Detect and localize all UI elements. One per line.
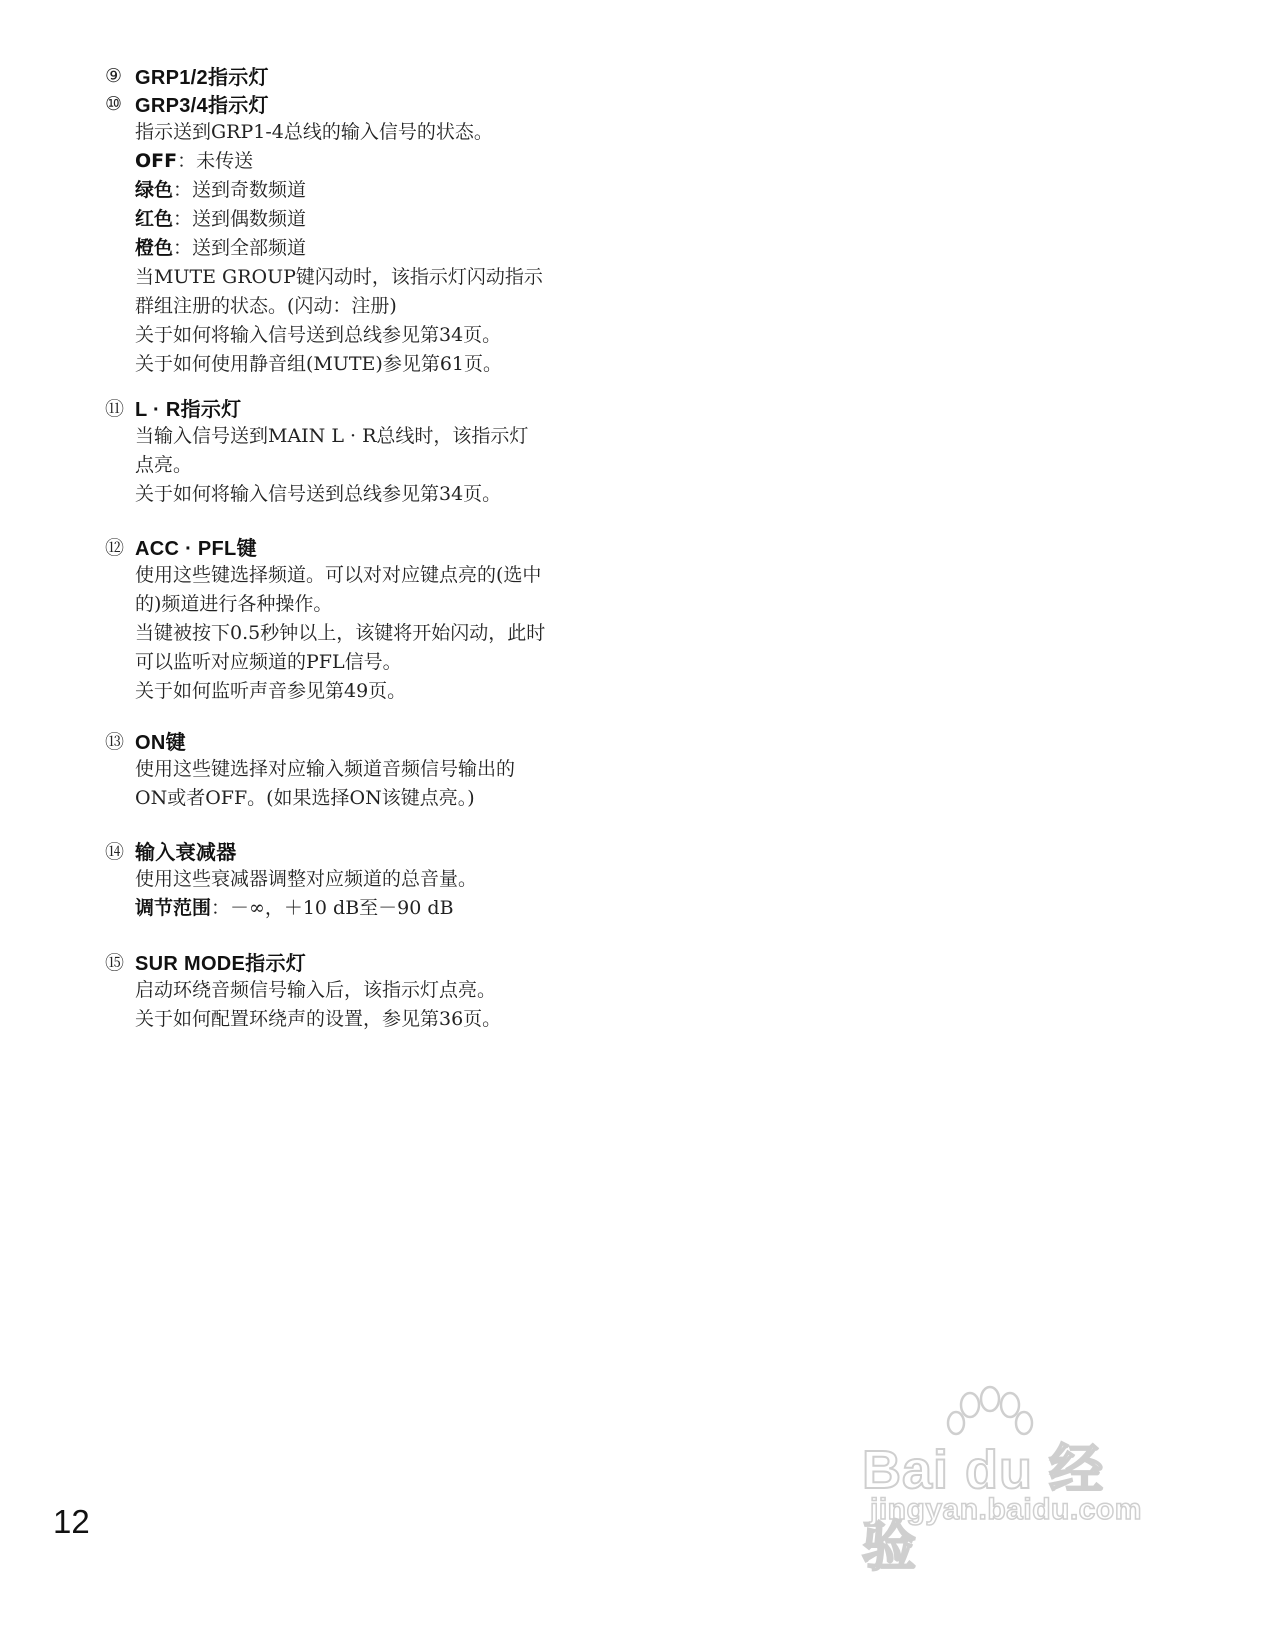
line-text: 可以监听对应频道的PFL信号。 <box>135 651 402 673</box>
line-text: 点亮。 <box>135 454 193 476</box>
line-text: 群组注册的状态。(闪动：注册) <box>135 295 397 317</box>
body-line <box>135 755 625 784</box>
section-body <box>135 561 625 706</box>
section-title: SUR MODE指示灯 <box>135 953 307 975</box>
section-body <box>135 755 625 813</box>
section-heading <box>105 836 625 865</box>
section-heading <box>105 89 625 118</box>
section-body <box>135 976 625 1034</box>
line-text: ：送到偶数频道 <box>173 208 307 230</box>
section-heading <box>105 726 625 755</box>
body-line <box>135 677 625 706</box>
body-line <box>135 976 625 1005</box>
body-line <box>135 784 625 813</box>
section-grp12 <box>105 61 625 90</box>
section-heading <box>105 393 625 422</box>
line-text: ：送到全部频道 <box>173 237 307 259</box>
line-text: ON或者OFF。(如果选择ON该键点亮。) <box>135 787 475 809</box>
body-line <box>135 292 625 321</box>
section-body <box>135 865 625 923</box>
line-text: 当MUTE GROUP键闪动时，该指示灯闪动指示 <box>135 266 543 288</box>
body-line <box>135 648 625 677</box>
line-text: 关于如何使用静音组(MUTE)参见第61页。 <box>135 353 503 375</box>
section-sur-mode <box>105 947 625 1034</box>
line-text: ：送到奇数频道 <box>173 179 307 201</box>
line-text: 关于如何监听声音参见第49页。 <box>135 680 407 702</box>
line-text: 当输入信号送到MAIN L · R总线时，该指示灯 <box>135 425 529 447</box>
body-line-range <box>135 894 625 923</box>
line-text: 指示送到GRP1-4总线的输入信号的状态。 <box>135 121 493 143</box>
page-number: 12 <box>53 1503 90 1540</box>
section-acc-pfl <box>105 532 625 706</box>
section-heading <box>105 61 625 90</box>
line-text: 当键被按下0.5秒钟以上，该键将开始闪动，此时 <box>135 622 546 644</box>
body-line <box>135 118 625 147</box>
body-line <box>135 263 625 292</box>
body-line-off <box>135 147 625 176</box>
section-title: GRP1/2指示灯 <box>135 67 269 89</box>
watermark-url: jingyan.baidu.com <box>870 1493 1142 1526</box>
section-number: ⑫ <box>105 537 125 559</box>
section-number: ⑬ <box>105 731 125 753</box>
section-input-fader <box>105 836 625 923</box>
body-line <box>135 865 625 894</box>
section-number: ⑮ <box>105 952 125 974</box>
body-line <box>135 619 625 648</box>
baidu-watermark <box>862 1385 1152 1577</box>
body-line <box>135 1005 625 1034</box>
body-line <box>135 321 625 350</box>
watermark-brand: Bai du 经验 <box>862 1440 1105 1577</box>
line-label: 调节范围 <box>135 897 212 919</box>
section-title: ACC · PFL键 <box>135 538 257 560</box>
line-text: 启动环绕音频信号输入后，该指示灯点亮。 <box>135 979 497 1001</box>
line-text: 关于如何配置环绕声的设置，参见第36页。 <box>135 1008 502 1030</box>
section-title: 输入衰减器 <box>135 842 237 864</box>
section-body <box>135 422 625 509</box>
line-label: 红色 <box>135 208 174 230</box>
section-title: L · R指示灯 <box>135 399 242 421</box>
section-number: ⑭ <box>105 841 125 863</box>
line-text: 使用这些键选择频道。可以对对应键点亮的(选中 <box>135 564 542 586</box>
line-label: OFF <box>135 150 178 172</box>
line-label: 绿色 <box>135 179 174 201</box>
body-line <box>135 590 625 619</box>
section-number: ⑨ <box>105 64 123 87</box>
section-grp34 <box>105 89 625 379</box>
section-heading <box>105 532 625 561</box>
section-body <box>135 118 625 379</box>
section-number: ⑪ <box>105 398 125 420</box>
line-text: ：－∞，＋10 dB至－90 dB <box>211 897 454 919</box>
line-text: ：未传送 <box>177 150 254 172</box>
line-text: 的)频道进行各种操作。 <box>135 593 333 615</box>
section-title: GRP3/4指示灯 <box>135 95 269 117</box>
section-heading <box>105 947 625 976</box>
section-lr-indicator <box>105 393 625 509</box>
line-text: 关于如何将输入信号送到总线参见第34页。 <box>135 324 502 346</box>
body-line-red <box>135 205 625 234</box>
line-text: 使用这些键选择对应输入频道音频信号输出的 <box>135 758 516 780</box>
line-text: 关于如何将输入信号送到总线参见第34页。 <box>135 483 502 505</box>
body-line <box>135 422 625 451</box>
body-line <box>135 561 625 590</box>
body-line <box>135 480 625 509</box>
body-line <box>135 350 625 379</box>
line-label: 橙色 <box>135 237 174 259</box>
body-line-orange <box>135 234 625 263</box>
body-line <box>135 451 625 480</box>
body-line-green <box>135 176 625 205</box>
section-title: ON键 <box>135 732 186 754</box>
section-number: ⑩ <box>105 92 123 115</box>
section-on-key <box>105 726 625 813</box>
line-text: 使用这些衰减器调整对应频道的总音量。 <box>135 868 478 890</box>
